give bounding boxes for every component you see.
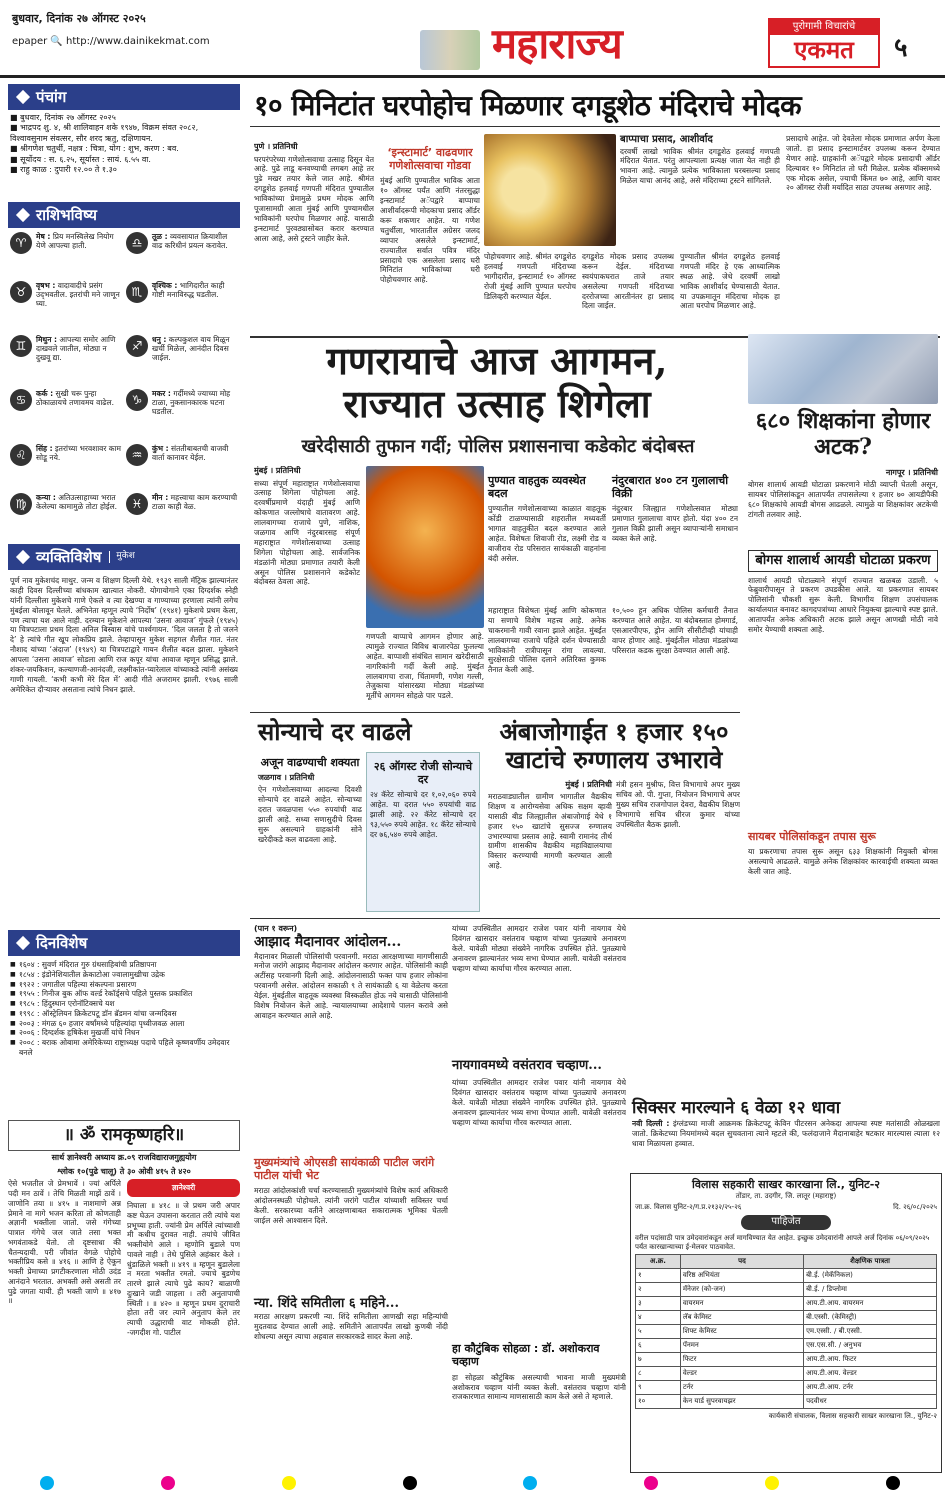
zodiac-icon: ♊	[10, 335, 32, 357]
rashi-text	[152, 389, 238, 416]
vyakti-body: पूर्ण नाव मुकेशचंद माथुर. जन्म व शिक्षण दिल्ली येथे. १९३९ साली मॅट्रिक झाल्यानंतर काही दिवस दिल्लीच्या बांधकाम खात्यात नोकरी. योगायोगाने एका दिग्दर्शक स्नेही यांनी दिल्लीला मुकेशचे गाणे ऐकले व त्या देखण्या व गाण्याच्या हरणाला त्यांनी लगेच मुंबईला बोलावून घेतले. अभिनेता म्हणून त्याचे ‘निर्दोष’ (१९४१) मुकेशचे प्रथम केला, पण त्याचा यश आले नाही. दरम्यान मुकेशने आपल्या ‘उसना आवाज’ गुंफले (१९४५) या चित्रपटाला प्रथम दिला अनिल बिस्वास यांचे पार्श्वगायन. ‘दिल जलता है तो जलने दे’ हे त्यांचे गीत खूप लोकप्रिय झाले. तेव्हापासून मुकेश सहगल शैलीत गात. नंतर नौशाद यांच्या ‘अंदाज’ (१९४९) या चित्रपटाद्वारे गायन शैलीत बदल झाला. मुकेशने आपला ‘उसना आवाज’ सोडला आणि राज कपूर यांचा आवाज म्हणून प्रसिद्ध झाले. शंकर-जयकिशन, कल्याणजी-आनंदजी, लक्ष्मीकांत-प्यारेलाल यांच्याकडे त्यांनी असंख्य गाणी गायली. ‘कभी कभी मेरे दिल में’ आदी गीते अजरामर झाली. १९७६ साली अमेरिकेत दौऱ्यावर असताना त्यांचे निधन झाले.	[10, 576, 238, 694]
lead-headline-line2: राज्यात उत्साह शिगेला	[343, 380, 651, 426]
teachers-headline: ६८० शिक्षकांना होणार अटक?	[755, 408, 931, 461]
naigaon-headline: नायगावमध्ये वसंतराव चव्हाण...	[452, 1058, 602, 1073]
azad-headline: आझाद मैदानावर आंदोलन...	[254, 934, 402, 950]
zodiac-icon: ♒	[126, 444, 148, 466]
cricket-headline: सिक्सर मारल्याने ६ वेळा १२ धावा	[632, 1098, 841, 1118]
dinvishesh-title: दिनविशेष	[36, 933, 88, 952]
vyakti-title: व्यक्तिविशेष	[36, 547, 102, 566]
rashi-text	[36, 335, 122, 362]
dnyaneshwari-badge: ज्ञानेश्वरी	[127, 1179, 240, 1197]
rashi-item	[10, 493, 122, 540]
zodiac-icon: ♏	[126, 281, 148, 303]
police-text: या प्रकरणाचा तपास सुरू असून ६३३ शिक्षकांनी नियुक्ती बोगस असल्याचे आढळले. यामुळे अनेक शिक्षकांवर कारवाईची शक्यता व्यक्त केली जात आहे.	[748, 846, 938, 876]
dinvishesh-item: ■ १९८५ : हिंदुस्थान एरोनॉटिक्सचे यश	[10, 999, 238, 1009]
rashi-text	[36, 281, 122, 308]
notice-cell-post: वरिष्ठ अभियंता	[680, 1269, 803, 1283]
ambajogai-headline-line1: अंबाजोगाईत १ हजार १५०	[499, 717, 729, 746]
notice-date: दि. २६/०८/२०२५	[893, 1202, 937, 1211]
diamond-icon	[16, 936, 30, 950]
page-number: ५	[894, 33, 908, 63]
dinvishesh-item: ■ २००६ : दिग्दर्शक हृषिकेश मुखर्जी यांचे निधन	[10, 1028, 238, 1038]
gold-rate-box	[366, 752, 480, 912]
rashi-prediction: कल्पकुशल वाय मिळून खर्ची मिळेल, आनंदीत दिवस जाईल.	[152, 335, 230, 363]
notice-row	[636, 1339, 937, 1353]
diamond-icon	[16, 208, 30, 222]
ramkrishna-header: ॥ ॐ रामकृष्णहरि॥	[8, 1120, 240, 1151]
naigaon-lead: यांच्या उपस्थितीत आमदार राजेश पवार यांनी नायगाव येथे दिवंगत खासदार वसंतराव चव्हाण यांच्या पुतळ्याचे अनावरण केले. यावेळी मोठ्या संख्येने नागरिक उपस्थित होते. पुतळ्याचे अनावरण झाल्यानंतर भव्य सभा घेण्यात आली. यावेळी वसंतराव चव्हाण यांच्या कार्याचा गौरव करण्यात आला.	[452, 924, 626, 973]
diamond-icon	[16, 90, 30, 104]
rashi-name: कन्या :	[36, 492, 56, 502]
notice-cell-post: टर्नर	[680, 1381, 803, 1395]
ramkrishna-col2-wrap	[127, 1179, 240, 1444]
notice-cell-qual: एम.एस्सी. / बी.एस्सी.	[804, 1325, 937, 1339]
dinvishesh-list	[8, 956, 240, 1116]
rashi-prediction: आपल्या समोर आणि दाखवले जातील, मोठ्या न दुखवू द्या.	[36, 335, 116, 363]
azad-sub2: न्या. शिंदे समितीला ६ महिने...	[254, 1295, 399, 1311]
zodiac-icon: ♈	[10, 232, 32, 254]
notice-row	[636, 1297, 937, 1311]
rashi-item	[126, 493, 238, 540]
top-story-col3: पोहोचवणार आहे. श्रीमंत दगडूशेठ हलवाई गणपती मंदिराच्या भागीदारीत, इन्स्टामार्ट १० ऑगस्ट रोजी मुंबई आणि पुण्यात घरपोच डिलिव्हरी करण्यात येईल.	[484, 252, 576, 301]
azad-text3: मराठा आरक्षण प्रकरणी न्या. शिंदे समितीला आणखी सहा महिन्यांची मुदतवाढ देण्यात आली आहे. समितीने आतापर्यंत लाखो कुणबी नोंदी शोधल्या असून त्याचा अहवाल सरकारकडे सादर केला आहे.	[254, 1312, 448, 1341]
dinvishesh-item: ■ १९२२ : जगातील पहिल्या संकल्पना प्रसारण	[10, 980, 238, 990]
ambajogai-dateline: मुंबई । प्रतिनिधी	[565, 780, 612, 789]
registration-dot	[403, 1476, 417, 1490]
zodiac-icon: ♍	[10, 493, 32, 515]
dinvishesh-item: ■ १९९८ : ऑस्ट्रेलियन क्रिकेटपटू डॉन ब्रॅडमन यांचा जन्मदिवस	[10, 1009, 238, 1019]
notice-row	[636, 1381, 937, 1395]
pune-traffic-head: पुण्यात वाहतुक व्यवस्थेत बदल	[488, 474, 586, 501]
pune-traffic-text: पुण्यातील गणेशोत्सवाच्या काळात वाहतूक कोंडी टाळण्यासाठी शहरातील मध्यवर्ती भागात वाहतुकीत बदल करण्यात आले आहेत. विशेषतः शिवाजी रोड, लक्ष्मी रोड व बाजीराव रोड परिसरात सायंकाळी वाहनांना बंदी असेल.	[488, 504, 606, 563]
lead-col4: १०,५०० हून अधिक पोलिस कर्मचारी तैनात करण्यात आले आहेत. या बंदोबस्तात होमगार्ड, एसआरपीएफ, ड्रोन आणि सीसीटीव्ही यांचाही वापर होणार आहे. मुंबईतील मोठ्या मंडळांच्या परिसरात कडक सुरक्षा ठेवण्यात आली आहे.	[612, 606, 738, 655]
rashi-prediction: वादावादीचे प्रसंग उद्‌भवतील. इतरांची मने जाणून घ्या.	[36, 281, 120, 309]
photo-caption-box	[620, 134, 780, 249]
dinvishesh-item: ■ १६०४ : सुवर्ण मंदिरात गुरु ग्रंथसाहिबांची प्रतिष्ठापना	[10, 960, 238, 970]
top-story-text: मुंबई आणि पुण्यातील भाविक आता १० ऑगस्ट पर्यंत आणि नंतरसुद्धा इन्स्टामार्ट अॅपद्वारे बाप्पाचा आशीर्वादरूपी मोदकाचा प्रसाद ऑर्डर करू शकणार आहेत. या गणेश चतुर्थीला, भारतातील अग्रेसर जलद व्यापार असलेले इन्स्टामार्ट, राज्यातील सर्वात पवित्र मंदिर प्रसादाचे एक असलेला प्रसाद घरी मिनिटांत भाविकांच्या घरी पोहोचवणार आहे.	[380, 176, 480, 285]
gold-text: ऐन गणेशोत्सवाच्या आदल्या दिवशी सोन्याचे दर वाढले आहेत. सोन्याच्या दरात जवळपास ५५० रुपयांची वाढ झाली आहे. सध्या सणासुदीचे दिवस सुरू असल्याने ग्राहकांनी सोने खरेदीकडे कल वाढवला आहे.	[258, 785, 362, 844]
ganesha-photo	[366, 466, 484, 628]
notice-cell-no: ८	[636, 1367, 681, 1381]
notice-col-post: पद	[680, 1255, 803, 1269]
naigaon-story	[452, 924, 626, 1469]
rashi-name: तूळ :	[152, 232, 168, 241]
rashi-prediction: महत्त्वाचा काम करण्याची टाळा काही वेळ.	[152, 492, 238, 511]
notice-cell-qual: आय.टी.आय. टर्नर	[804, 1381, 937, 1395]
zodiac-icon: ♌	[10, 444, 32, 466]
rashi-text	[36, 232, 122, 250]
ramkrishna-sub: सार्थ ज्ञानेश्वरी अध्याय क्र.०९ राजविद्याराजगुह्ययोग	[51, 1153, 197, 1163]
notice-row	[636, 1325, 937, 1339]
notice-row	[636, 1269, 937, 1283]
cricket-text	[632, 1119, 940, 1163]
rashi-prediction: सुखी चरू पुन्हा ठोकाळायचे तणावमय वाढेल.	[36, 389, 114, 408]
naigaon-body: यांच्या उपस्थितीत आमदार राजेश पवार यांनी नायगाव येथे दिवंगत खासदार वसंतराव चव्हाण यांच्या पुतळ्याचे अनावरण केले. यावेळी मोठ्या संख्येने नागरिक उपस्थित होते. पुतळ्याचे अनावरण झाल्यानंतर भव्य सभा घेण्यात आली. यावेळी वसंतराव चव्हाण यांच्या कार्याचा गौरव करण्यात आला.	[452, 1078, 626, 1127]
rashi-name: सिंह :	[36, 443, 53, 453]
notice-cell-qual: आय.टी.आय. फिटर	[804, 1353, 937, 1367]
zodiac-icon: ♉	[10, 281, 32, 303]
notice-wanted-pill: पाहिजेत	[741, 1215, 831, 1230]
rashi-item	[126, 232, 238, 279]
registration-dot	[886, 1476, 900, 1490]
dinvishesh-item: ■ १९५५ : गिनीज बुक ऑफ वर्ल्ड रेकॉर्ड्सचे पहिले पुस्तक प्रकाशित	[10, 989, 238, 999]
dinvishesh-item: ■ २००८ : बराक ओबामा अमेरिकेच्या राष्ट्राध्यक्ष पदाचे पहिले कृष्णवर्णीय उमेदवार बनले	[10, 1038, 238, 1058]
rashi-text	[36, 444, 122, 462]
top-story-col1	[254, 142, 374, 332]
rashi-text	[36, 389, 122, 407]
notice-intro: वरील पदांसाठी पात्र उमेदवारांकडून अर्ज मागविण्यात येत आहेत. इच्छुक उमेदवारांनी आपले अर्ज दिनांक ०६/०९/२०२५ पर्यंत कारखान्याच्या ई-मेलवर पाठवावेत.	[635, 1233, 930, 1251]
police-head: सायबर पोलिसांकडून तपास सुरू	[748, 829, 876, 843]
naigaon-sub: हा कौटुंबिक सोहळा : डॉ. अशोकराव चव्हाण	[452, 1342, 600, 1369]
notice-cell-no: ५	[636, 1325, 681, 1339]
notice-subtitle: तोंडार, ता. उदगीर, जि. लातूर (महाराष्ट्र)	[735, 1191, 837, 1200]
rashi-item	[10, 335, 122, 387]
panchang-body	[8, 110, 240, 202]
lead-headline	[262, 340, 732, 425]
rashi-header	[8, 202, 240, 228]
zodiac-icon: ♑	[126, 389, 148, 411]
rashi-grid	[8, 228, 240, 544]
notice-cell-qual: आय.टी.आय. वायरमन	[804, 1297, 937, 1311]
notice-col-no: अ.क्र.	[636, 1255, 681, 1269]
vyakti-header	[8, 544, 240, 570]
ambajogai-headline	[488, 718, 740, 773]
notice-ref: जा.क्र. विलास युनिट-२/ग.प्र.२१३२/२५-२६	[635, 1202, 742, 1211]
id-card-photo	[748, 334, 938, 404]
rashi-prediction: गर्दीमध्ये ज्याच्या मोह टाळा, नुकसानकारक घटना घडतील.	[152, 389, 231, 417]
rashi-name: मीन :	[152, 492, 169, 502]
gold-story-col	[258, 752, 362, 912]
pune-traffic-box	[488, 470, 606, 600]
notice-cell-no: ६	[636, 1339, 681, 1353]
gold-side-head: अजून वाढण्याची शक्यता	[260, 756, 360, 769]
top-story-col5: पुण्यातील श्रीमंत दगडूशेठ हलवाई गणपती मंदिर हे एक आध्यात्मिक स्थळ आहे. जेथे दरवर्षी लाखो भाविक आशीर्वाद घेण्यासाठी येतात. या उपक्रमातून मंदिराचा मोदक हा आता घरपोच मिळणार आहे.	[680, 252, 780, 311]
nandurbar-head: नंदुरबारात ४०० टन गुलालाची विक्री	[612, 474, 729, 501]
section-banner-image	[420, 30, 480, 70]
dinvishesh-item: ■ १८५४ : इंडोनेशियातील क्रेकाटोआ ज्वालामुखीचा उद्रेक	[10, 970, 238, 980]
teachers-story	[748, 468, 938, 918]
notice-cell-no: ३	[636, 1297, 681, 1311]
cricket-story	[632, 1098, 940, 1168]
top-story-col2	[380, 142, 480, 332]
panchang-line: ■ राहु काळ : दुपारी १२.०० ते १.३०	[10, 164, 117, 174]
rashi-text	[152, 281, 238, 299]
dinvishesh-header	[8, 930, 240, 956]
ramkrishna-col1: ऐसे भजतील जे प्रेमभावें । ज्यां अर्पिले पदी मन ठावें । तेचि मिळती माझें ठावें । जाणोनि तया ॥ ४१५ ॥ नाशमाणे अन्न प्रेमाने ना मागे भजन करिता तो कोणताही अज्ञानी भक्तीला जातो. जसे गंगेच्या पात्रात गंगेचे जल जाते तसा भक्त भगवंताकडे येतो. तो दृष्टसाधा की चैतन्यदायी. परी जीवांत वेगळे पोहोचे भक्तीप्रिय कसे ॥ ४१६ ॥ आणि हे ऐकून भक्ती प्रेमाच्या प्रगटीकरणाला मोठी उदंड आनंदाने भरतात. अभक्ती असे असती तर पुढे जगता यायी. ही भक्ती जाणे ॥ ४१७ ॥	[8, 1179, 121, 1306]
registration-dot	[644, 1476, 658, 1490]
rashi-name: धनु :	[152, 335, 167, 345]
rashi-item	[10, 389, 122, 441]
rashi-name: वृषभ :	[36, 281, 56, 291]
notice-col-qual: शैक्षणिक पात्रता	[804, 1255, 937, 1269]
rashi-text	[152, 444, 238, 462]
notice-cell-qual: आय.टी.आय. वेल्डर	[804, 1367, 937, 1381]
notice-row	[636, 1311, 937, 1325]
notice-row	[636, 1395, 937, 1409]
notice-title: विलास सहकारी साखर कारखाना लि., युनिट-२	[692, 1178, 880, 1191]
notice-cell-no: १०	[636, 1395, 681, 1409]
azad-tag: (पान १ वरून)	[254, 924, 298, 933]
issue-date: बुधवार, दिनांक २७ ऑगस्ट २०२५	[12, 12, 146, 25]
rashi-text	[152, 335, 238, 362]
rashi-prediction: व्यवसायात क्रियाशील वाढ करिधीनं प्रयत्न करावेत.	[152, 232, 228, 250]
registration-dot	[161, 1476, 175, 1490]
teachers-text: शालार्थ आयडी घोटाळ्याने संपूर्ण राज्यात खळबळ उडाली. ५ फेब्रुवारीपासून ते प्रकरण उघडकीस आले. या प्रकरणात सायबर पोलिसांनी चौकशी सुरू केली. विभागीय शिक्षण उपसंचालक कार्यालयात बनावट कागदपत्रांच्या आधारे नियुक्त्या झाल्याचे स्पष्ट झाले. आतापर्यंत अनेक अधिकारी अटक झाले असून आणखी मोठी नावे समोर येण्याची शक्यता आहे.	[748, 575, 938, 635]
lead-col1	[254, 466, 360, 706]
lead-text: सध्या संपूर्ण महाराष्ट्रात गणेशोत्सवाचा उत्साह शिगेला पोहोचला आहे. दरवर्षीप्रमाणे यंदाही मुंबई आणि कोकणात जल्लोषाचे वातावरण आहे. लालबागच्या राजाचे पुणे, नाशिक, जळगाव आणि नंदुरबारसह संपूर्ण महाराष्ट्रात गणेशोत्सवाच्या उत्साह शिगेला पोहोचला आहे. सार्वजनिक मंडळांनी मोठ्या प्रमाणात तयारी केली असून पोलिस प्रशासनाने कडेकोट बंदोबस्त ठेवला आहे.	[254, 478, 360, 587]
panchang-line: ■ श्रीगणेश चतुर्थी, नक्षत्र : चित्रा, योग : शुभ, करण : बव.	[10, 144, 179, 154]
gold-rate-text: २४ कॅरेट सोन्याचे दर १,०२,०६० रुपये आहेत. या दरात ५५० रुपयांची वाढ झाली आहे. २२ कॅरेट सोन्याचे दर ९३,५५० रुपये आहेत. १८ कॅरेट सोन्याचे दर ७६,५४० रुपये आहेत.	[370, 790, 476, 839]
epaper-link[interactable]: epaper 🔍 http://www.dainikekmat.com	[12, 36, 210, 47]
azad-story	[254, 924, 448, 1469]
notice-cell-no: ४	[636, 1311, 681, 1325]
rashi-prediction: भागिदारीत काही गोष्टी मनाविरुद्ध घडतील.	[152, 281, 225, 300]
rashi-title: राशिभविष्य	[36, 205, 97, 224]
modak-photo	[484, 134, 616, 246]
vyakti-name-tag: मुकेश	[109, 551, 134, 562]
notice-cell-qual: बी.ई. / डिप्लोमा	[804, 1283, 937, 1297]
ambajogai-text: मराठवाड्यातील ग्रामीण भागातील वैद्यकीय शिक्षण व आरोग्यसेवा अधिक सक्षम व्हावी यासाठी बीड जिल्ह्यातील अंबाजोगाई येथे १ हजार १५० खाटांचे सुसज्ज रुग्णालय उभारण्याचा प्रस्ताव आहे. स्वामी रामानंद तीर्थ ग्रामीण शासकीय वैद्यकीय महाविद्यालयाचा विस्तार करण्याची मागणी करण्यात आली आहे.	[488, 792, 612, 871]
rashi-name: वृश्चिक :	[152, 281, 178, 291]
azad-sub1: मुख्यमंत्र्यांचे ओएसडी सायंकाळी पाटील जरांगे पाटील यांची भेट	[254, 1155, 435, 1182]
zodiac-icon: ♐	[126, 335, 148, 357]
notice-cell-no: २	[636, 1283, 681, 1297]
notice-cell-post: केन यार्ड सुपरवायझर	[680, 1395, 803, 1409]
rashi-text	[152, 232, 238, 250]
notice-cell-post: शिफ्ट केमिस्ट	[680, 1325, 803, 1339]
gold-rate-head: २६ ऑगस्ट रोजी सोन्याचे दर	[373, 760, 473, 787]
rashi-item	[126, 389, 238, 441]
notice-row	[636, 1353, 937, 1367]
top-story-headline: १० मिनिटांत घरपोहोच मिळणार दगडूशेठ मंदिराचे मोदक	[254, 89, 802, 122]
top-story-col6: प्रसादाचे आहेत. जो देवतेला मोदक प्रमाणात अर्पण केला जातो. हा प्रसाद इन्स्टामार्टवर उपलब्ध करून देण्यात येणार आहे. ग्राहकांनी अॅपद्वारे मोदक प्रसादाची ऑर्डर दिल्यावर १० मिनिटांत तो घरी मिळेल. प्रत्येक बॉक्समध्ये एक मोदक असेल, ज्याची किंमत ७० आहे, आणि यावर २० ऑगस्ट रोजी मर्यादित साठा उपलब्ध असणार आहे.	[786, 134, 940, 193]
nandurbar-box	[612, 470, 738, 600]
azad-text: मैदानावर मिळाली पोलिसांची परवानगी. मराठा आरक्षणाच्या मागणीसाठी मनोज जरांगे आझाद मैदानावर आंदोलन करणार आहेत. पोलिसांनी काही अटींसह परवानगी दिली आहे. आंदोलनासाठी फक्त पाच हजार लोकांना परवानगी असेल. आंदोलन सकाळी ९ ते सायंकाळी ६ या वेळेतच करता येईल. मुंबईतील वाहतूक व्यवस्था विस्कळीत होऊ नये यासाठी पोलिसांनी विशेष नियोजन केले आहे. न्यायालयाच्या आदेशाचे पालन करावे असे आवाहन करण्यात आले आहे.	[254, 951, 448, 1020]
notice-row	[636, 1367, 937, 1381]
brand-logo	[768, 18, 880, 68]
rashi-text	[152, 493, 238, 511]
ramkrishna-col2: निघाला ॥ ४१८ ॥ जे प्रथम जरी अपार कष्ट घेऊन उपासना करतात तरी त्यांचे यश प्रभूच्या हाती. ज्यांनी प्रेम अर्पिले त्यांच्याशी मी कधीच दुरावत नाही. तयांचे जीवित भक्तीयोगे आले । म्हणोनि बुडाले पण पावले नाही । तेथे पुसिले अहंकार केले । धुंडाळिले भक्ती ॥ ४१९ ॥ म्हणून बुडालेला न मरता भक्तीत रमतो. ज्याचे बुडणेच तारणे झाले त्याचे पुढे काय? बाळाणी दुःखाने जडी जाहला । तरी अनुतापाची स्थिती । ॥ ४२० ॥ म्हणून प्रथम दुराचारी होता तरी जर त्याने अनुताप केले तर त्याची उद्धाराची वाट मोकळी होते. -जगदीश गो. पाटील	[127, 1201, 240, 1337]
rashi-prediction: संततीबाबतची वाजवी वार्ता कानावर येईल.	[152, 443, 229, 462]
notice-cell-qual: बी.ई. (मेकॅनिकल)	[804, 1269, 937, 1283]
rashi-item	[126, 281, 238, 333]
notice-cell-qual: एस.एस.सी. / अनुभव	[804, 1339, 937, 1353]
lead-col2: गणपती बाप्पाचे आगमन होणार आहे. त्यामुळे राज्यात विविध बाजारपेठा फुलल्या आहेत. बाप्पाशी संबंधित सामान खरेदीसाठी नागरिकांनी गर्दी केली आहे. मुंबईत लालबागचा राजा, चिंतामणी, गणेश गल्ली, तेजुकाया यांसारख्या मोठ्या मंडळांच्या मूर्तींचे आगमन सोहळे पार पडले.	[366, 632, 484, 701]
lead-subheadline: खरेदीसाठी तुफान गर्दी; पोलिस प्रशासनाचा कडेकोट बंदोबस्त	[301, 436, 695, 457]
registration-dot	[523, 1476, 537, 1490]
cricket-dateline: नवी दिल्ली :	[632, 1119, 670, 1129]
rashi-item	[10, 281, 122, 333]
panchang-line: ■ बुधवार, दिनांक २७ ऑगस्ट २०२५	[10, 113, 116, 122]
notice-cell-no: ७	[636, 1353, 681, 1367]
notice-table	[635, 1254, 937, 1409]
rashi-name: कर्क :	[36, 389, 54, 399]
ambajogai-col2: मंत्री हसन मुश्रीफ, वित्त विभागाचे अपर मुख्य सचिव ओ. पी. गुप्ता, नियोजन विभागाचे अपर मुख्य सचिव राजगोपाल देवरा, वैद्यकीय शिक्षण विभागाचे सचिव धीरज कुमार यांच्या उपस्थितीत बैठक झाली.	[616, 780, 740, 829]
zodiac-icon: ♎	[126, 232, 148, 254]
rashi-name: मेष :	[36, 232, 51, 241]
ambajogai-col1	[488, 780, 612, 912]
teachers-box-head: बोगस शालार्थ आयडी घोटाळा प्रकरण	[748, 550, 938, 572]
rashi-prediction: अतिउत्साहाच्या भरात केलेल्या कामामुळे तोटा होईल.	[36, 492, 118, 511]
rashi-item	[126, 444, 238, 491]
ambajogai-headline-line2: खाटांचे रुग्णालय उभारावे	[505, 744, 723, 774]
top-story-col4: दगडूशेठ मोदक प्रसाद उपलब्ध करून देईल. मंदिराच्या स्वयंपाकघरात ताजे तयार असलेल्या गणपती मंदिराच्या दररोजच्या आरतीनंतर हा प्रसाद दिला जाईल.	[582, 252, 674, 311]
rashi-name: कुंभ :	[152, 443, 169, 453]
gold-headline: सोन्याचे दर वाढले	[258, 717, 412, 746]
left-column	[8, 84, 240, 1444]
registration-marks	[40, 1476, 900, 1490]
notice-cell-post: लॅब केमिस्ट	[680, 1311, 803, 1325]
zodiac-icon: ♋	[10, 389, 32, 411]
masthead	[0, 0, 945, 78]
ramkrishna-body	[8, 1179, 240, 1444]
dinvishesh-item: ■ २००३ : मंगळ ६० हजार वर्षांमध्ये पहिल्यांदा पृथ्वीजवळ आला	[10, 1019, 238, 1029]
cricket-body: इंग्लंडच्या माजी आक्रमक क्रिकेटपटू केविन पीटरसन अनेकदा आपल्या स्पष्ट मतांसाठी ओळखला जातो. क्रिकेटच्या नियमांमध्ये बदल सुचवताना त्याने म्हटले की, फलंदाजाने मैदानाबाहेर षटकार मारल्यास त्याला १२ धावा मिळायला हव्यात.	[632, 1119, 940, 1149]
section-title: महाराज्य	[492, 19, 622, 68]
panchang-line: ■ सूर्योदय : स. ६.२५, सूर्यास्त : सायं. ६.५५ वा.	[10, 154, 151, 164]
rashi-item	[10, 444, 122, 491]
lead-col3: महाराष्ट्रात विशेषतः मुंबई आणि कोकणात या सणाचे विशेष महत्त्व आहे. अनेक चाकरमानी गावी रवाना झाले आहेत. मुंबईत लालबागच्या राजाचे पहिले दर्शन घेण्यासाठी भाविकांनी रात्रीपासून रांगा लावल्या. सुरक्षेसाठी पोलिस दलाने अतिरिक्त कुमक तैनात केली आहे.	[488, 606, 606, 675]
diamond-icon	[16, 550, 30, 564]
gold-dateline: जळगाव । प्रतिनिधी	[258, 773, 315, 783]
top-story-text: घरपरंपरेच्या गणेशोत्सवाचा उत्साह दिसून येत आहे. पुढे लाडू बनवण्याची लगबग आहे तर पुढे मखर तयार केले जात आहे. श्रीमंत दगडूशेठ हलवाई गणपती मंदिरात पुण्यातील भाविकांच्या प्रेमामुळे प्रथम मोदक आणि पूजासामग्री आता मुंबई आणि पुण्यामधील भाविकांनी घरपोच मिळणार आहे. यासाठी इन्स्टामार्ट पुरवठ्यासोबत करार करण्यात आला आहे, असे ट्रस्टने जाहीर केले.	[254, 154, 374, 243]
rashi-name: मिथुन :	[36, 335, 57, 345]
notice-cell-post: पॅनमन	[680, 1339, 803, 1353]
rashi-name: मकर :	[152, 389, 171, 399]
notice-row	[636, 1283, 937, 1297]
panchang-title: पंचांग	[36, 87, 67, 106]
recruitment-notice	[630, 1173, 942, 1473]
teachers-dateline: नागपूर । प्रतिनिधी	[885, 468, 938, 477]
brand-tagline: पुरोगामी विचारांचे	[770, 20, 878, 35]
notice-cell-post: मॅनेजर (को-जन)	[680, 1283, 803, 1297]
rashi-text	[36, 493, 122, 511]
notice-cell-qual: बी.एस्सी. (केमिस्ट्री)	[804, 1311, 937, 1325]
brand-name: एकमत	[794, 34, 854, 64]
rashi-prediction: प्रिय मनस्विलेख नियोग येणे आपल्या हाती.	[36, 232, 114, 250]
top-story-dateline: पुणे । प्रतिनिधी	[254, 142, 298, 151]
rashi-item	[126, 335, 238, 387]
teachers-lead: बोगस शालार्थ आयडी घोटाळा प्रकरणाने मोठी व्याप्ती घेतली असून, सायबर पोलिसांकडून आतापर्यंत तपासलेल्या १ हजार ७० आयडीपैकी ६८० शिक्षकांचे आयडी बोगस आढळले. त्यामुळे या शिक्षकांवर अटकेची टांगती तलवार आहे.	[748, 480, 938, 519]
registration-dot	[765, 1476, 779, 1490]
photo-caption: दरवर्षी लाखो भाविक श्रीमंत दगडूशेठ हलवाई गणपती मंदिरात येतात. परंतु आपल्याला प्रत्यक्ष जाता येत नाही ही भावना आहे. त्यामुळे प्रत्येक भाविकाला घरबसल्या प्रसाद मिळेल याचा आनंद आहे, असे मंदिराच्या ट्रस्टने सांगितले.	[620, 146, 780, 186]
registration-dot	[282, 1476, 296, 1490]
rashi-item	[10, 232, 122, 279]
zodiac-icon: ♓	[126, 493, 148, 515]
instamart-subhead: ‘इन्स्टामार्ट’ वाढवणार गणेशोत्सवाचा गोडवा	[387, 146, 473, 173]
registration-dot	[40, 1476, 54, 1490]
lead-headline-line1: गणरायाचे आज आगमन,	[326, 338, 668, 383]
lead-dateline: मुंबई । प्रतिनिधी	[254, 466, 301, 475]
notice-cell-no: १	[636, 1269, 681, 1283]
panchang-header	[8, 84, 240, 110]
notice-cell-post: वायरमन	[680, 1297, 803, 1311]
notice-cell-post: वेल्डर	[680, 1367, 803, 1381]
naigaon-text2: हा सोहळा कौटुंबिक असल्याची भावना माजी मुख्यमंत्री अशोकराव चव्हाण यांनी व्यक्त केली. वसंतराव चव्हाण यांनी राजकारणात सामान्य माणसासाठी काम केले असे ते म्हणाले.	[452, 1372, 626, 1402]
notice-cell-qual: पदवीधर	[804, 1395, 937, 1409]
azad-text2: मराठा आंदोलकांशी चर्चा करण्यासाठी मुख्यमंत्र्यांचे विशेष कार्य अधिकारी आंदोलनस्थळी पोहोचले. त्यांनी जरांगे पाटील यांच्याशी सविस्तर चर्चा केली. सरकारच्या वतीने आरक्षणाबाबत सकारात्मक भूमिका घेतली जाईल असे आश्वासन दिले.	[254, 1185, 448, 1225]
panchang-line: ■ भाद्रपद शु. ४, श्री शालिवाहन शके १९४७, विक्रम संवत २०८२, विश्वावसुनाम संवत्सर, सौर शरद ऋतु, दक्षिणायन.	[10, 123, 199, 143]
photo-caption-head: बाप्पाचा प्रसाद, आशीर्वाद	[620, 134, 713, 145]
ramkrishna-verse-ref: श्लोक १०(पुढे चालू) ते ३० ओवी ४१५ ते ४२०	[57, 1167, 191, 1177]
rashi-prediction: इतरांच्या भरवशावर काम सोडू नये.	[36, 443, 121, 462]
notice-footer: कार्यकारी संचालक, विलास सहकारी साखर कारखाना लि., युनिट-२	[768, 1412, 937, 1421]
notice-cell-no: ९	[636, 1381, 681, 1395]
nandurbar-text: नंदुरबार जिल्ह्यात गणेशोत्सवात मोठ्या प्रमाणात गुलालाचा वापर होतो. यंदा ४०० टन गुलाल विक्री झाली असून व्यापाऱ्यांनी समाधान व्यक्त केले आहे.	[612, 504, 738, 544]
notice-cell-post: फिटर	[680, 1353, 803, 1367]
